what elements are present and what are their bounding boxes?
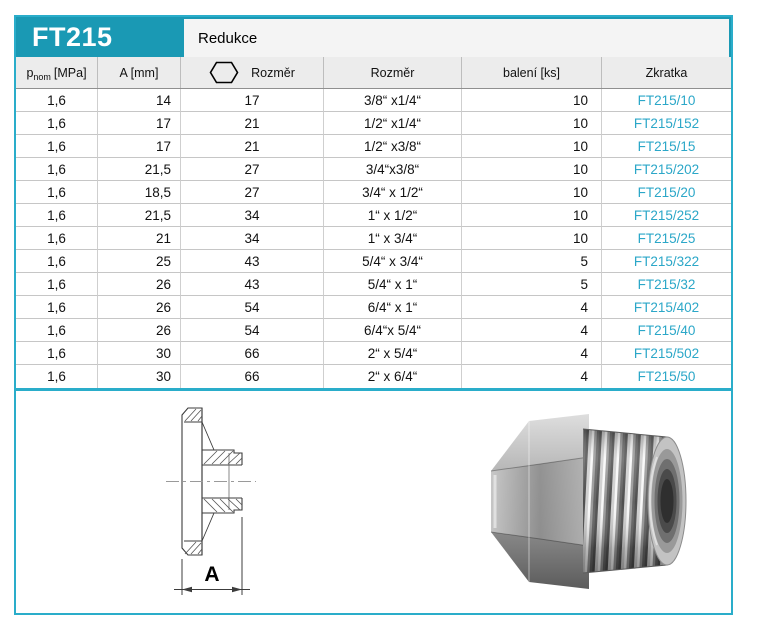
cell-hex: 66	[181, 342, 324, 365]
cell-hex: 66	[181, 365, 324, 388]
cell-pnom: 1,6	[16, 342, 98, 365]
cell-a: 30	[98, 342, 181, 365]
cell-a: 21,5	[98, 204, 181, 227]
cell-baleni: 10	[462, 227, 602, 250]
cell-hex: 17	[181, 89, 324, 112]
cell-pnom: 1,6	[16, 296, 98, 319]
cell-baleni: 4	[462, 296, 602, 319]
cell-a: 26	[98, 319, 181, 342]
cell-baleni: 5	[462, 250, 602, 273]
table-header-row	[16, 57, 731, 89]
cell-rozmer: 2“ x 5/4“	[324, 342, 462, 365]
cell-pnom: 1,6	[16, 227, 98, 250]
cell-hex: 27	[181, 181, 324, 204]
cell-rozmer: 1“ x 3/4“	[324, 227, 462, 250]
cell-zkratka-link[interactable]: FT215/15	[602, 135, 731, 158]
cell-hex: 27	[181, 158, 324, 181]
cell-hex: 54	[181, 319, 324, 342]
cell-pnom: 1,6	[16, 250, 98, 273]
table-row	[16, 89, 731, 112]
col-header-zkratka: Zkratka	[645, 65, 688, 80]
cell-zkratka-link[interactable]: FT215/152	[602, 112, 731, 135]
cell-hex: 43	[181, 273, 324, 296]
female-thread-opening	[648, 437, 686, 565]
table-row	[16, 158, 731, 181]
cell-a: 21	[98, 227, 181, 250]
cell-rozmer: 1/2“ x1/4“	[324, 112, 462, 135]
cell-pnom: 1,6	[16, 181, 98, 204]
cell-pnom: 1,6	[16, 112, 98, 135]
cell-hex: 21	[181, 135, 324, 158]
table-body	[16, 89, 731, 388]
table-row	[16, 204, 731, 227]
table-row	[16, 319, 731, 342]
col-header-rozmer: Rozměr	[324, 57, 462, 88]
cell-a: 30	[98, 365, 181, 388]
table-row	[16, 296, 731, 319]
cell-rozmer: 1“ x 1/2“	[324, 204, 462, 227]
cell-zkratka-link[interactable]: FT215/32	[602, 273, 731, 296]
cell-hex: 34	[181, 227, 324, 250]
cell-rozmer: 6/4“x 5/4“	[324, 319, 462, 342]
cell-a: 17	[98, 112, 181, 135]
cell-a: 14	[98, 89, 181, 112]
cell-zkratka-link[interactable]: FT215/20	[602, 181, 731, 204]
table-row	[16, 181, 731, 204]
table-row	[16, 365, 731, 388]
pnom-subscript: nom	[33, 71, 51, 82]
cell-baleni: 10	[462, 204, 602, 227]
cell-baleni: 10	[462, 181, 602, 204]
header-band	[16, 17, 731, 57]
cell-baleni: 10	[462, 158, 602, 181]
cell-baleni: 5	[462, 273, 602, 296]
cell-a: 26	[98, 296, 181, 319]
hex-size-label: Rozměr	[251, 65, 295, 80]
hexagon-icon	[209, 61, 239, 84]
hex-head	[491, 414, 589, 589]
table-row	[16, 135, 731, 158]
cell-a: 17	[98, 135, 181, 158]
cell-baleni: 10	[462, 89, 602, 112]
cell-a: 21,5	[98, 158, 181, 181]
cell-baleni: 4	[462, 342, 602, 365]
cell-rozmer: 6/4“ x 1“	[324, 296, 462, 319]
cell-zkratka-link[interactable]: FT215/10	[602, 89, 731, 112]
cell-zkratka-link[interactable]: FT215/252	[602, 204, 731, 227]
cell-hex: 43	[181, 250, 324, 273]
table-row	[16, 250, 731, 273]
cell-zkratka-link[interactable]: FT215/322	[602, 250, 731, 273]
cell-zkratka-link[interactable]: FT215/202	[602, 158, 731, 181]
cell-baleni: 10	[462, 135, 602, 158]
cell-zkratka-link[interactable]: FT215/502	[602, 342, 731, 365]
cell-a: 26	[98, 273, 181, 296]
cell-pnom: 1,6	[16, 319, 98, 342]
cell-rozmer: 3/4“x3/8“	[324, 158, 462, 181]
table-row	[16, 227, 731, 250]
pnom-symbol: p	[26, 65, 34, 80]
cell-zkratka-link[interactable]: FT215/50	[637, 369, 696, 384]
cell-zkratka-link[interactable]: FT215/402	[602, 296, 731, 319]
cell-rozmer: 1/2“ x3/8“	[324, 135, 462, 158]
col-header-baleni: balení [ks]	[462, 57, 602, 88]
technical-drawing	[136, 397, 396, 611]
cell-baleni: 4	[462, 365, 602, 388]
col-header-a: A [mm]	[98, 57, 181, 88]
cell-a: 25	[98, 250, 181, 273]
cell-rozmer: 5/4“ x 1“	[324, 273, 462, 296]
product-title: Redukce	[184, 19, 729, 57]
illustration-panel	[14, 389, 733, 615]
product-photo	[471, 399, 703, 605]
cell-hex: 34	[181, 204, 324, 227]
cell-baleni: 4	[462, 319, 602, 342]
cell-pnom: 1,6	[16, 158, 98, 181]
table-row	[16, 342, 731, 365]
cell-zkratka-link[interactable]: FT215/25	[602, 227, 731, 250]
product-code: FT215	[32, 21, 113, 52]
cell-rozmer: 5/4“ x 3/4“	[324, 250, 462, 273]
catalog-table	[14, 15, 733, 390]
dimension-label: A	[204, 563, 220, 586]
cell-zkratka-link[interactable]: FT215/40	[602, 319, 731, 342]
table-row	[16, 112, 731, 135]
cell-pnom: 1,6	[16, 135, 98, 158]
cell-rozmer: 3/8“ x1/4“	[324, 89, 462, 112]
cell-pnom: 1,6	[16, 89, 98, 112]
cell-hex: 21	[181, 112, 324, 135]
cell-rozmer: 2“ x 6/4“	[324, 365, 462, 388]
cell-rozmer: 3/4“ x 1/2“	[324, 181, 462, 204]
cell-baleni: 10	[462, 112, 602, 135]
col-header-pnom	[16, 57, 98, 88]
cell-a: 18,5	[98, 181, 181, 204]
table-row	[16, 273, 731, 296]
cell-pnom: 1,6	[16, 204, 98, 227]
pnom-unit: [MPa]	[53, 65, 87, 80]
col-header-hex	[181, 57, 324, 88]
cell-hex: 54	[181, 296, 324, 319]
cell-pnom: 1,6	[16, 365, 98, 388]
cell-pnom: 1,6	[16, 273, 98, 296]
